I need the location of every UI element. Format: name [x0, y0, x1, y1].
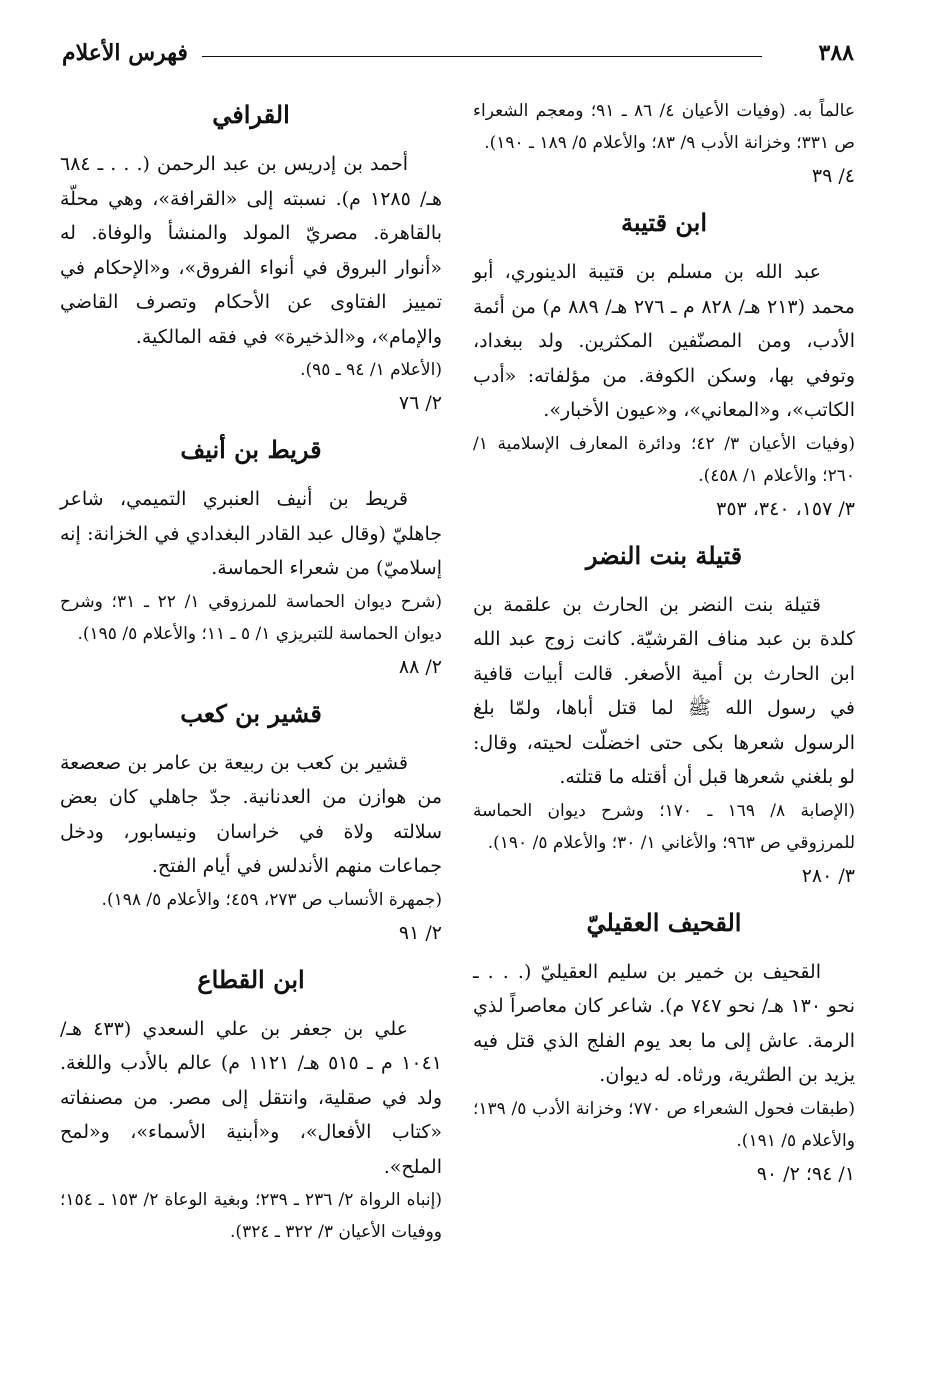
entry-page-reference: ٢/ ٩١: [398, 921, 442, 944]
entry-body: [60, 746, 442, 916]
entry-title: ابن قتيبة: [620, 208, 708, 237]
page-header: [62, 38, 854, 78]
entry-qurayt-ibn-unayf: [60, 430, 442, 684]
entry-body: [60, 482, 442, 650]
entry-body: [473, 955, 855, 1157]
entry-page-reference: ١/ ٩٤؛ ٢/ ٩٠: [756, 1162, 855, 1185]
entry-sources: (الأعلام ١/ ٩٤ ـ ٩٥).: [300, 360, 442, 380]
entry-text: القحيف بن خمير بن سليم العقيليّ (. . . ـ نحو ١٣٠ هـ/ نحو ٧٤٧ م). شاعر كان معاصراً لذي الرمة. عاش إلى ما بعد يوم الفلج الذي قتل فيه يزيد بن الطثرية، ورثاه. له ديوان.: [473, 960, 855, 1086]
entry-body: [473, 95, 855, 159]
entry-ibn-qutayba: [473, 203, 855, 526]
entry-qutayla-bint-al-nadr: [473, 536, 855, 893]
entry-text: علي بن جعفر بن علي السعدي (٤٣٣ هـ/ ١٠٤١ م ـ ٥١٥ هـ/ ١١٢١ م) عالم بالأدب واللغة. ولد في صقلية، وانتقل إلى مصر. من مصنفاته «كتاب الأفعال»، و«أبنية الأسماء»، و«لمح الملح».: [60, 1017, 442, 1178]
running-title: فهرس الأعلام: [62, 40, 188, 66]
entry-ibn-al-qatta: [60, 960, 442, 1249]
entry-al-qarafi: [60, 95, 442, 420]
entry-page-reference: ٣/ ٢٨٠: [801, 864, 855, 887]
entry-body: [473, 255, 855, 492]
entry-text: قتيلة بنت النضر بن الحارث بن علقمة بن كلدة بن عبد مناف القرشيّة. كانت زوج عبد الله ابن الحارث بن أمية الأصغر. قالت أبيات قافية في رسول الله ﷺ لما قتل أباها، ولمّا بلغ الرسول شعرها بكى حتى اخضلّت لحيته، وقال: لو بلغني شعرها قبل أن أقتله ما قتلته.: [473, 593, 855, 788]
entry-title: قريط بن أنيف: [180, 435, 322, 464]
entry-continuation: [473, 95, 855, 193]
entry-page-reference: ٢/ ٨٨: [398, 655, 442, 678]
entry-sources: (جمهرة الأنساب ص ٢٧٣، ٤٥٩؛ والأعلام ٥/ ١٩٨).: [101, 889, 442, 910]
entry-text: قريط بن أنيف العنبري التميمي، شاعر جاهليّ (وقال عبد القادر البغدادي في الخزانة: إنه إسلاميّ) من شعراء الحماسة.: [60, 488, 442, 579]
page-number: ٣٨٨: [818, 40, 854, 66]
entry-body: [473, 588, 855, 859]
entry-title: القحيف العقيليّ: [586, 907, 742, 937]
left-column: [60, 95, 442, 1248]
entry-text: قشير بن كعب بن ربيعة بن عامر بن صعصعة من هوازن من العدنانية. جدّ جاهلي كان بعض سلالته ولاة في خراسان ونيسابور، ودخل جماعات منهم الأندلس في أيام الفتح.: [60, 751, 442, 877]
header-rule: [202, 56, 762, 57]
entry-page-reference: ٢/ ٧٦: [398, 392, 442, 414]
entry-al-qhayf-al-uqayli: [473, 903, 855, 1191]
entry-sources: (وفيات الأعيان ٣/ ٤٢؛ ودائرة المعارف الإسلامية ١/ ٢٦٠؛ والأعلام ١/ ٤٥٨).: [473, 433, 855, 486]
entry-sources: (الإصابة ٨/ ١٦٩ ـ ١٧٠؛ وشرح ديوان الحماسة للمرزوقي ص ٩٦٣؛ والأغاني ١/ ٣٠؛ والأعلام ٥/ ١٩٠).: [473, 800, 855, 853]
entry-sources: عالماً به. (وفيات الأعيان ٤/ ٨٦ ـ ٩١؛ ومعجم الشعراء ص ٣٣١؛ وخزانة الأدب ٩/ ٨٣؛ والأعلام ٥/ ١٨٩ ـ ١٩٠).: [473, 101, 855, 153]
entry-page-reference: ٤/ ٣٩: [811, 165, 855, 187]
entry-text: عبد الله بن مسلم بن قتيبة الدينوري، أبو محمد (٢١٣ هـ/ ٨٢٨ م ـ ٢٧٦ هـ/ ٨٨٩ م) من أئمة الأدب، ومن المصنّفين المكثرين. ولد ببغداد، وتوفي بها، وسكن الكوفة. من مؤلفاته: «أدب الكاتب»، و«المعاني»، و«عيون الأخبار».: [473, 261, 855, 421]
entry-qushayr-ibn-kaab: [60, 694, 442, 950]
entry-sources: (إنباه الرواة ٢/ ٢٣٦ ـ ٢٣٩؛ وبغية الوعاة ٢/ ١٥٣ ـ ١٥٤؛ ووفيات الأعيان ٣/ ٣٢٢ ـ ٣٢٤).: [60, 1190, 442, 1242]
entry-sources: (طبقات فحول الشعراء ص ٧٧٠؛ وخزانة الأدب ٥/ ١٣٩؛ والأعلام ٥/ ١٩١).: [473, 1098, 855, 1151]
entry-title: القرافي: [212, 100, 290, 129]
entry-title: ابن القطاع: [197, 964, 305, 994]
entry-page-reference: ٣/ ١٥٧، ٣٤٠، ٣٥٣: [716, 497, 855, 520]
entry-body: [60, 1012, 442, 1249]
entry-sources: (شرح ديوان الحماسة للمرزوقي ١/ ٢٢ ـ ٣١؛ وشرح ديوان الحماسة للتبريزي ١/ ٥ ـ ١١؛ والأعلام ٥/ ١٩٥).: [60, 591, 442, 644]
entry-body: [60, 147, 442, 386]
entry-title: قشير بن كعب: [180, 698, 322, 728]
right-column: [473, 95, 855, 1201]
entry-title: قتيلة بنت النضر: [585, 540, 743, 570]
entry-text: أحمد بن إدريس بن عبد الرحمن (. . . ـ ٦٨٤ هـ/ ١٢٨٥ م). نسبته إلى «القرافة»، وهي محلّة بالقاهرة. مصريّ المولد والمنشأ والوفاة. له «أنوار البروق في أنواء الفروق»، و«الإحكام في تمييز الفتاوى عن الأحكام وتصرف القاضي والإمام»، و«الذخيرة» في فقه المالكية.: [60, 153, 442, 348]
